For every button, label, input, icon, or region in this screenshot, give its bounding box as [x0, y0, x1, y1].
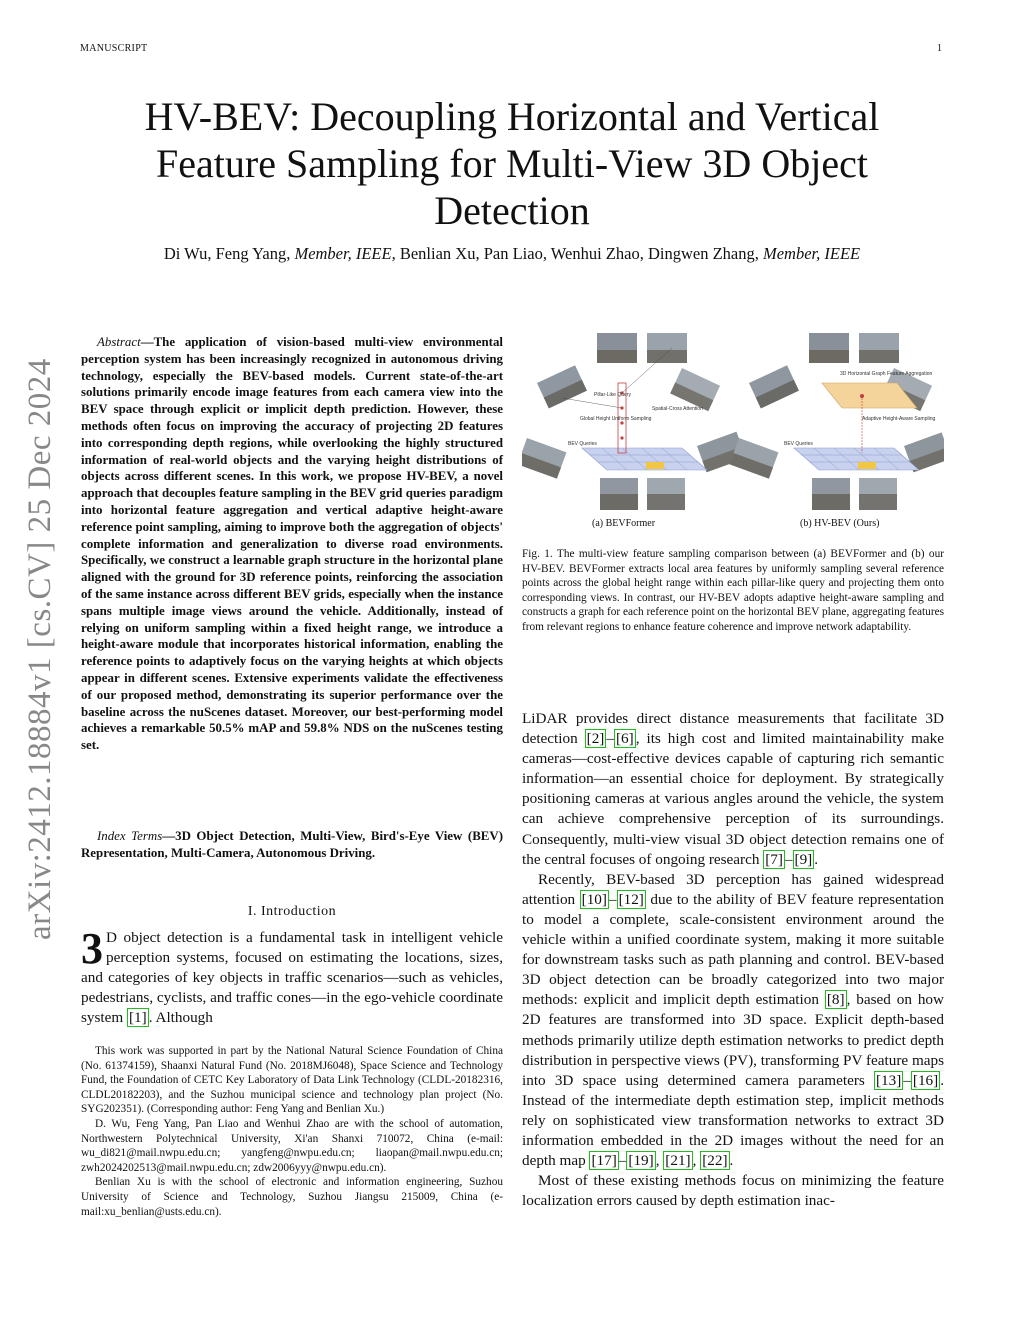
drop-cap: 3 — [81, 924, 103, 973]
paper-title: HV-BEV: Decoupling Horizontal and Vertical Feature Sampling for Multi-View 3D Object Detection — [144, 94, 880, 233]
text: . — [814, 850, 819, 868]
text: – — [618, 1152, 627, 1170]
text: LiDAR provides direct distance measurements that facilitate 3D detection — [522, 710, 944, 748]
intro-text-after: . Although — [148, 1009, 213, 1027]
text: . — [729, 1152, 734, 1170]
label-spatial: Spatial-Cross Attention — [652, 406, 703, 412]
figure-1 — [522, 328, 944, 533]
citation-link[interactable]: [10] — [581, 890, 607, 908]
index-terms-lead: Index Terms — [97, 829, 163, 843]
running-header: MANUSCRIPT — [80, 43, 148, 54]
citation-link[interactable]: [21] — [665, 1152, 691, 1170]
footnotes — [81, 1044, 503, 1219]
text: – — [903, 1071, 911, 1089]
citation-link[interactable]: [8] — [826, 991, 845, 1009]
text: , its high cost and limited maintainability make cameras—cost-effective devices capable of capturing rich semantic information—an essential choice for deployment. By strategically positioning cameras at various angles around the vehicle, the system can achieve comprehensive perception of its surroundings. Consequently, multi-view visual 3D object detection remains one of the central focuses of ongoing research — [522, 730, 944, 868]
index-terms-text: —3D Object Detection, Multi-View, Bird's-Eye View (BEV) Representation, Multi-Camera, Autonomous Driving. — [81, 829, 503, 860]
subfigure-label-a: (a) BEVFormer — [592, 518, 656, 529]
citation-link[interactable]: [6] — [615, 730, 634, 748]
footnote-affiliation-1: D. Wu, Feng Yang, Pan Liao and Wenhui Zhao are with the school of automation, Northwestern Polytechnical University, Xi'an Shanxi 710072, China (e-mail: wu_di821@mail.nwpu.edu.cn; yangfeng@nwpu.edu.cn; liaopan@mail.nwpu.edu.cn; zwh2024202513@mail.nwpu.edu.cn; zdw2006yyy@nwpu.edu.cn). — [81, 1117, 503, 1174]
arxiv-stamp: arXiv:2412.18884v1 [cs.CV] 25 Dec 2024 — [22, 358, 58, 940]
citation-link[interactable]: [12] — [618, 890, 644, 908]
label-adaptive: Adaptive Height-Aware Sampling — [862, 416, 936, 422]
author-list: Di Wu, Feng Yang, Member, IEEE, Benlian Xu, Pan Liao, Wenhui Zhao, Dingwen Zhang, Member, IEEE — [163, 244, 861, 263]
intro-text-before: D object detection is a fundamental task in intelligent vehicle perception systems, focused on estimating the locations, sizes, and categories of key objects in traffic scenarios—such as vehicles, pedestrians, cyclists, and traffic cones—in the ego-vehicle coordinate system — [81, 929, 503, 1027]
intro-paragraph — [81, 924, 503, 1028]
text: , — [692, 1152, 701, 1170]
section-heading: I. Introduction — [247, 904, 337, 919]
subfigure-label-b: (b) HV-BEV (Ours) — [800, 518, 880, 529]
abstract — [81, 334, 503, 754]
text: – — [608, 890, 617, 908]
citation-link[interactable]: [16] — [912, 1071, 939, 1089]
citation-link[interactable]: [22] — [702, 1152, 728, 1170]
text: – — [606, 730, 614, 748]
citation-link[interactable]: [2] — [586, 730, 605, 748]
citation-link[interactable]: [9] — [794, 850, 813, 868]
figure-caption: Fig. 1. The multi-view feature sampling comparison between (a) BEVFormer and (b) our HV-BEV. BEVFormer extracts local area features by uniformly sampling several reference points across the global height range within each pillar-like query and projecting them onto corresponding views. In contrast, our HV-BEV adopts adaptive height-aware sampling and constructs a graph for each reference point on the horizontal BEV plane, aggregating features from relevant regions to enhance feature coherence and improve network adaptability. — [522, 548, 944, 633]
citation-link[interactable]: [13] — [875, 1071, 902, 1089]
right-column-body — [522, 709, 944, 1211]
citation-link[interactable]: [1] — [129, 1009, 147, 1027]
text: , — [655, 1152, 664, 1170]
paragraph-1 — [522, 709, 944, 870]
label-graph: 3D Horizontal Graph Feature Aggregation — [840, 371, 933, 377]
abstract-text: —The application of vision-based multi-view environmental perception system has been increasingly recognized in autonomous driving technology, especially the BEV-based models. Current state-of-the-art solutions primarily encode image features from each camera view into the BEV space through explicit or implicit depth prediction. However, these methods often focus on improving the accuracy of projecting 2D features into corresponding depth regions, while overlooking the highly structured information of real-world objects and the varying height distributions of objects across different scenes. In this work, we propose HV-BEV, a novel approach that decouples feature sampling in the BEV grid queries paradigm into horizontal feature aggregation and vertical adaptive height-aware reference point sampling, aiming to improve both the aggregation of objects' complete information and generalization to diverse road environments. Specifically, we construct a learnable graph structure in the horizontal plane aligned with the ground for 3D reference points, reinforcing the association of the same instance across different BEV grids, especially when the instance spans multiple image views around the vehicle. Additionally, instead of relying on uniform sampling within a fixed height range, we introduce a height-aware module that incorporates historical information, enabling the reference points to adaptively focus on the varying heights at which objects appear in different scenes. Extensive experiments validate the effectiveness of our proposed method, demonstrating its superior performance over the baseline across the nuScenes dataset. Moreover, our best-performing model achieves a remarkable 50.5% mAP and 59.8% NDS on the nuScenes testing set. — [81, 335, 503, 753]
text: Recently, BEV-based 3D perception has gained widespread attention — [522, 870, 944, 908]
citation-link[interactable]: [7] — [765, 850, 783, 868]
text: due to the ability of BEV feature representation to model a complete, scale-consistent environment around the vehicle within a unified coordinate system, making it more suitable for downstream tasks such as path planning and control. BEV-based 3D object detection can be broadly categorized into two major methods: explicit and implicit depth estimation — [522, 890, 944, 1009]
label-bev-a: BEV Queries — [568, 441, 597, 447]
abstract-lead: Abstract — [97, 335, 141, 349]
text: – — [784, 850, 793, 868]
footnote-funding: This work was supported in part by the National Natural Science Foundation of China (No. 61374159), Shaanxi Natural Fund (No. 2018MJ6048), Space Science and Technology Fund, the Foundation of CETC Key Laboratory of Data Link Technology (CLDL-20182316, CLDL20182203), and the Suzhou municipal science and technology plan project (No. SYG202351). (Corresponding author: Feng Yang and Benlian Xu.) — [81, 1045, 503, 1116]
page-number: 1 — [937, 43, 942, 54]
text: . Instead of the intermediate depth estimation step, implicit methods rely on sophisticated view transformation networks to extract 3D information embedded in the 2D images without the need for an depth map — [522, 1071, 944, 1170]
text: , based on how 2D features are transformed into 3D space. Explicit depth-based methods primarily utilize depth estimation networks to predict depth distribution in perspective views (PV), transforming PV feature maps into 3D space using determined camera parameters — [522, 991, 944, 1089]
figure-diagram — [522, 328, 944, 533]
citation-link[interactable]: [19] — [628, 1152, 654, 1170]
paragraph-3: Most of these existing methods focus on minimizing the feature localization errors caused by depth estimation inac- — [522, 1172, 944, 1210]
label-global: Global Height Uniform Sampling — [580, 416, 652, 422]
index-terms — [81, 828, 503, 862]
footnote-affiliation-2: Benlian Xu is with the school of electronic and information engineering, Suzhou University of Science and Technology, Suzhou Jiangsu 215009, China (e-mail:xu_benlian@usts.edu.cn). — [81, 1176, 503, 1218]
label-pillar: Pillar-Like Query — [594, 392, 631, 398]
label-bev-b: BEV Queries — [784, 441, 813, 447]
paragraph-2 — [522, 870, 944, 1171]
citation-link[interactable]: [17] — [591, 1152, 617, 1170]
panel-a-bev-grid — [562, 348, 707, 470]
